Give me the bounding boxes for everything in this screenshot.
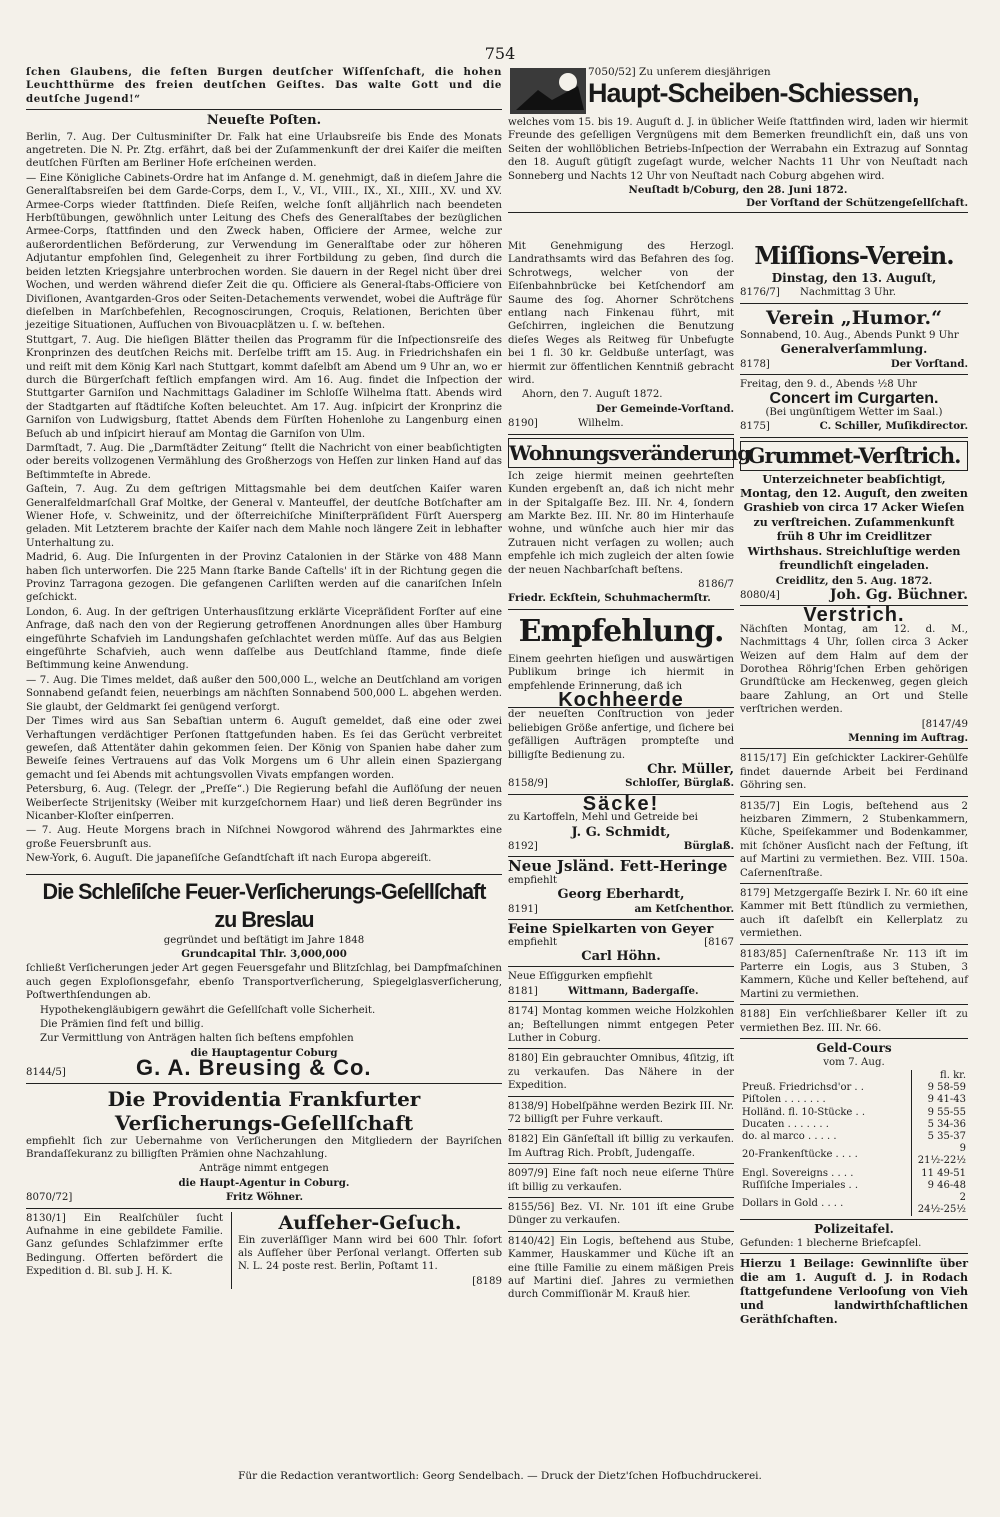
ad-verstrich (740, 604, 968, 745)
ad-thuere: 8097/9] Eine faſt noch neue eiſerne Thüre iſt billig zu verkaufen. (508, 1168, 734, 1193)
ad-number: 8178] (740, 358, 770, 370)
ad-text: Hypothekengläubigern gewährt die Geſellſchaft volle Sicherheit. (40, 1004, 376, 1016)
table-row (740, 1192, 968, 1216)
news-times: Der Times wird aus San Sebaſtian unterm 6. Auguſt gemeldet, daß eine oder zwei Verhaftungen verdächtiger Perſonen ſtattgefunden haben. Es ſei das Gerücht verbreitet geweſen, daß Attentäter dahin gekommen ſeien. Der König von Spanien habe daher zum Beweiſe ſeines Vertrauens auf das Volk Morgens um 6 Uhr allein einen Spaziergang gemacht und ſei Abends mit achtungsvollen Vivats empfangen worden. (26, 716, 502, 781)
ad-title: Wohnungsveränderung (508, 438, 734, 468)
news-gastein: Gaſtein, 7. Aug. Zu dem geſtrigen Mittagsmahle bei dem deutſchen Kaiſer waren Generalfeldmarſchall Graf Moltke, der General v. Manteuffel, der deutſche Botſchafter am Wiener Hofe, v. Schweinitz, und der öſterreichiſche Miniſterpräſident Fürſt Auersperg geladen. Mit Letzterem brachte der Kaiſer nach dem Mahle noch längere Zeit in lebhafter Unterhaltung zu. (26, 484, 502, 549)
ad-providentia (26, 1087, 502, 1205)
ad-kammer: 8179] Metzgergaſſe Bezirk I. Nr. 60 iſt eine Kammer mit Bett ſtündlich zu vermiethen, auch iſt daſelbſt ein Kellerplatz zu vermiethen. (740, 888, 968, 940)
rate-value: 9 58-59 (912, 1082, 969, 1094)
table-row (740, 1180, 968, 1192)
ad-name: Chr. Müller, (647, 762, 734, 777)
ad-duenger: 8155/56] Bez. VI. Nr. 101 iſt eine Grube Dünger zu verkaufen. (508, 1201, 734, 1227)
news-newyork: New-York, 6. Auguſt. Die japaneſiſche Geſandtſchaft iſt nach Europa abgereiſt. (26, 853, 432, 865)
ad-number: 8186/7 (698, 578, 734, 590)
divider (508, 919, 734, 920)
unit-label: fl. (940, 1069, 950, 1081)
ad-text: Zur Vermittlung von Anträgen halten ſich beſtens empfohlen (40, 1033, 354, 1045)
ad-firm: G. A. Breusing & Co. (136, 1055, 372, 1081)
ad-number: 8191] (508, 903, 538, 915)
ad-line: Schloſſer, Bürglaß. (625, 777, 734, 790)
ad-line: Anträge nimmt entgegen (199, 1163, 329, 1175)
right-column (740, 240, 968, 1328)
table-row (740, 1094, 968, 1106)
ad-line: die Hauptagentur Coburg (190, 1046, 338, 1059)
divider (508, 1048, 734, 1049)
divider (508, 434, 734, 435)
table-row (740, 1143, 968, 1167)
ad-gaensestall: 8182] Ein Gänſeſtall iſt billig zu verkaufen. Im Auftrag Rich. Probſt, Judengaſſe. (508, 1134, 734, 1159)
divider (740, 1038, 968, 1039)
ad-signature: Der Vorſtand. (890, 357, 968, 370)
police-title: Polizeitafel. (814, 1222, 894, 1237)
ad-line: Wilhelm. (578, 418, 624, 430)
rate-name: 20-Frankenſtücke . . . . (742, 1149, 858, 1161)
ad-number: [8167 (704, 937, 734, 949)
ad-lackirer: 8115/17] Ein geſchickter Lackirer-Gehülfe findet dauernde Arbeit bei Ferdinand Göhring sen. (740, 753, 968, 792)
news-petersburg: Petersburg, 6. Aug. (Telegr. der „Preſſe“.) Die Regierung befahl die Auflöſung der neuen Weiberſecte Strijenitsky (Weiber mit kurzgeſchornem Haar) und ließ deren Begründer ins Nicanber-Kloſter einſperren. (26, 784, 502, 822)
ad-text: Unterzeichneter beabſichtigt, Montag, den 12. Auguſt, den zweiten Grashieb von circa 17 Acker Wieſen zu verſtreichen. Zuſammenkunft früh 8 Uhr im Creidlitzer Wirthshaus. Streichluſtige werden freundlichſt eingeladen. (740, 472, 968, 573)
ad-empfehlung (508, 613, 734, 791)
divider (740, 796, 968, 797)
ad-title: Aufſeher-Geſuch. (278, 1211, 462, 1234)
shooting-illustration-icon (508, 66, 588, 116)
section-heading: Neueſte Poſten. (206, 113, 322, 129)
divider (508, 1001, 734, 1002)
ad-text: Mit Genehmigung des Herzogl. Landrathsamts wird das Befahren des ſog. Schrotwegs, welcher von der Eiſenbahnbrücke bei Ketſchendorf am Saume des ſog. Ahorner Schrötchens entlang nach Finkenau führt, mit Geſchirren, ingleichen die Benutzung dieſes Weges als Reitweg für Unbefugte bei 1 fl. 30 kr. Geldbuße unterſagt, was hiermit zur öffentlichen Kenntniß gebracht wird. (508, 241, 734, 387)
unit-label: kr. (953, 1069, 966, 1081)
ad-number: [8147/49 (921, 718, 968, 730)
ad-date: Creidlitz, den 5. Aug. 1872. (775, 574, 933, 587)
ad-realschueler: 8130/1] Ein Realſchüler ſucht Aufnahme in eine gebildete Familie. Ganz geſundes Schlafzimmer erſte Bedingung. Offerten befördert die Expedition d. Bl. sub J. H. K. (26, 1212, 224, 1278)
table-row (740, 1131, 968, 1143)
rates-date: vom 7. Aug. (823, 1056, 885, 1068)
ad-holzkohlen: 8174] Montag kommen weiche Holzkohlen an; Beſtellungen nimmt entgegen Peter Luther in Coburg. (508, 1006, 734, 1044)
ad-title: Die Providentia Frankfurter Verſicherungs-Geſellſchaft (107, 1086, 421, 1135)
ad-hobelspaehne: 8138/9] Hobelſpähne werden Bezirk III. Nr. 72 billigſt per Fuhre verkauft. (508, 1100, 734, 1125)
news-petersburg-2: — 7. Aug. Heute Morgens brach in Niſchnei Nowgorod während des Jahrmarktes eine große Feuersbrunſt aus. (26, 825, 502, 850)
table-row (740, 1119, 968, 1131)
ad-number: 8190] (508, 418, 538, 430)
rate-value: 9 55-55 (912, 1107, 969, 1119)
ad-text: Ich zeige hiermit meinen geehrteſten Kunden ergebenſt an, daß ich nicht mehr in der Spitalgaſſe Bez. III. Nr. 4, ſondern am Markte Bez. III. Nr. 80 im Hinterhauſe wohne, und wünſche auch hier mir das Zutrauen nicht verſagen zu wollen; auch empfehle ich mich zugleich der alten ſowie der neuen Nachbarſchaft beſtens. (508, 470, 734, 576)
ad-date: Neuſtadt b/Coburg, den 28. Juni 1872. (628, 184, 848, 197)
rate-name: Engl. Sovereigns . . . . (742, 1167, 854, 1179)
divider (508, 1129, 734, 1130)
rate-value: 11 49-51 (912, 1168, 969, 1180)
ad-line: 7050/52] Zu unſerem diesjährigen (588, 66, 771, 78)
ad-line: Bürglaß. (683, 840, 734, 853)
ad-line: empfiehlt (508, 937, 557, 949)
rate-name: do. al marco . . . . . (742, 1130, 837, 1142)
ad-aufseher (231, 1212, 502, 1290)
table-row (740, 1168, 968, 1180)
ad-number: 8158/9] (508, 778, 548, 790)
ad-text: der neueſten Conſtruction von jeder beliebigen Größe anfertige, und ſichere bei gefälligen Aufträgen prompteſte und billigſte Bedienung zu. (508, 709, 734, 761)
ad-title: Verstrich. (803, 604, 905, 627)
divider (740, 374, 968, 375)
ad-signature: Friedr. Eckſtein, Schuhmachermſtr. (508, 592, 711, 605)
ad-signature: Der Vorſtand der Schützengeſellſchaft. (746, 197, 968, 210)
ad-title: Kochheerde (558, 688, 684, 711)
ad-line: Nachmittag 3 Uhr. (800, 287, 897, 299)
ad-line: (Bei ungünſtigem Wetter im Saal.) (765, 406, 943, 418)
rate-value: 5 34-36 (912, 1119, 969, 1131)
ad-heringe (508, 857, 734, 916)
ad-line: Grundcapital Thlr. 3,000,000 (181, 947, 347, 960)
ad-logis: 8183/85] Caſernenſtraße Nr. 113 iſt im Parterre ein Logis, aus 3 Stuben, 3 Kammern, Küche und Keller beſtehend, auf Martini zu vermiethen. (740, 948, 968, 1000)
rate-value: 9 46-48 (912, 1180, 969, 1192)
page-number: 754 (484, 44, 516, 63)
divider (740, 1253, 968, 1254)
ad-number: [8189 (472, 1275, 502, 1287)
divider (740, 1004, 968, 1005)
divider (740, 748, 968, 749)
ad-text: welches vom 15. bis 19. Auguſt d. J. in üblicher Weiſe ſtattfinden wird, laden wir hiermit Freunde des geſelligen Vergnügens mit dem Bemerken freundlichſt ein, daß uns von Seiten der wohllöblichen Betriebs-Inſpection der Werrabahn ein Extrazug auf Sonntag den 18. Auguſt gütigſt zugeſagt wurde, welcher Nachts 11 Uhr von Neuſtadt nach Sonneberg und Nachts 12 Uhr von Neuſtadt nach Coburg abgehen wird. (508, 117, 968, 182)
ad-signature: C. Schiller, Muſikdirector. (819, 420, 968, 433)
left-column (26, 66, 502, 1289)
article-intro: ſchen Glaubens, die feſten Burgen deutſcher Wiſſenſchaft, die hohen Leuchtthürme des freien deutſchen Geiſtes. Das walte Gott und die deutſche Jugend!“ (26, 66, 502, 105)
ad-line: Fritz Wöhner. (226, 1191, 304, 1204)
ad-number: 8192] (508, 841, 538, 853)
rate-name: Piſtolen . . . . . . . (742, 1094, 826, 1106)
table-row (740, 1107, 968, 1119)
ad-omnibus: 8180] Ein gebrauchter Omnibus, 4ſitzig, iſt zu verkaufen. Das Nähere in der Expedition. (508, 1053, 734, 1092)
ad-missions-verein (740, 242, 968, 300)
ad-text: Nächſten Montag, am 12. d. M., Nachmittags 4 Uhr, ſollen circa 3 Acker Weizen auf dem Halm auf dem der Dorothea Röhrig'ſchen Erben gehörigen Grundſtücke am Heckenweg, gegen gleich baare Zahlung, an Ort und Stelle verſtrichen werden. (740, 623, 968, 716)
ad-text: Die Prämien ſind feſt und billig. (40, 1019, 204, 1030)
ad-title: Empfehlung. (518, 613, 724, 649)
ad-number: 8144/5] (26, 1067, 66, 1079)
ad-verein-humor (740, 307, 968, 371)
supplement-note: Hierzu 1 Beilage: Gewinnliſte über die am 1. Auguſt d. J. in Rodach ſtattgefundene Verlooſung von Vieh und landwirthſchaftlichen Geräthſchaften. (740, 1257, 968, 1327)
ad-spielkarten (508, 923, 734, 963)
ad-line: am Ketſchenthor. (634, 902, 734, 915)
divider (26, 109, 502, 110)
ad-keller: 8188] Ein verſchließbarer Keller iſt zu vermiethen Bez. III. Nr. 66. (740, 1009, 968, 1034)
ad-number: 8070/72] (26, 1192, 73, 1204)
rates-title: Geld-Cours (816, 1041, 892, 1056)
ad-text: Ein zuverläſſiger Mann wird bei 600 Thlr. ſofort als Aufſeher über Perſonal verlangt. Offerten sub N. L. 24 poste rest. Berlin, Poſtamt 11. (238, 1234, 502, 1273)
ad-text: empfiehlt ſich zur Uebernahme von Verſicherungen den Mitgliedern der Bayriſchen Brandaſſekuranz zu billigſten Prämien ohne Nachzahlung. (26, 1135, 502, 1161)
ad-number: 8080/4] (740, 589, 780, 601)
ad-grummet (740, 441, 968, 603)
ad-haupt-scheiben (508, 66, 968, 216)
ad-line: die Haupt-Agentur in Coburg. (178, 1176, 350, 1189)
ad-name: Carl Höhn. (581, 948, 661, 964)
rate-value: 5 35-37 (912, 1131, 969, 1143)
ad-name: J. G. Schmidt, (571, 824, 671, 840)
table-header (740, 1070, 968, 1082)
ad-concert (740, 378, 968, 434)
ad-title: Die Schleſiſche Feuer-Verſicherungs-Geſellſchaft zu Breslau (42, 878, 486, 932)
ad-title: Concert im Curgarten. (769, 390, 939, 408)
ad-number: 8175] (740, 421, 770, 433)
news-darmstadt: Darmſtadt, 7. Aug. Die „Darmſtädter Zeitung“ ſtellt die Nachricht von einer beabſichtigten oder bereits vollzogenen Vermählung des Großherzogs von Heſſen zur linken Hand auf das Beſtimmteſte in Abrede. (26, 442, 502, 481)
divider (26, 1208, 502, 1209)
ad-wohnung (508, 438, 751, 606)
ad-logis: 8135/7] Ein Logis, beſtehend aus 2 heizbaren Zimmern, 2 Stubenkammern, Küche, Speiſekammer und Bodenkammer, mit ſchöner Ausſicht nach der Feſtung, iſt auf Martini zu vermiethen. Bez. VIII. 150a. Caſernenſtraße. (740, 800, 968, 879)
ad-signature: Der Gemeinde-Vorſtand. (596, 402, 734, 415)
news-london: London, 6. Aug. In der geſtrigen Unterhausſitzung erklärte Vicepräſident Forſter auf eine Anfrage, daß nach den von der Regierung getroffenen Anordnungen alles über Hamburg eingeführte Schafvieh im Landungshafen geſchlachtet werden müſſe. Auf das aus Belgien eingeführte Schafvieh, auch wenn daſſelbe aus Deutſchland ſtamme, finde dieſe Beſtimmung keine Anwendung. (26, 606, 502, 672)
ad-title: Grummet-Verſtrich. (740, 441, 968, 471)
divider (26, 874, 502, 875)
ad-gemeinde (508, 240, 734, 431)
divider (508, 609, 734, 610)
ad-name: Georg Eberhardt, (557, 887, 685, 903)
small-ads-row (26, 1212, 502, 1290)
news-madrid: Madrid, 6. Aug. Die Inſurgenten in der Provinz Catalonien in der Stärke von 488 Mann haben ſich unterworfen. Die 225 Mann ſtarke Bande Caſtells' iſt in der Richtung gegen die Provinz Tarragona gezogen. Die gefangenen Carliſten werden auf die canariſchen Inſeln geſchickt. (26, 552, 502, 604)
ad-title: Haupt-Scheiben-Schiessen, (588, 78, 919, 108)
ad-signature: Joh. Gg. Büchner. (829, 586, 968, 603)
divider (508, 1197, 734, 1198)
rate-value: 9 41-43 (912, 1094, 969, 1106)
news-london-2: — 7. Aug. Die Times meldet, daß außer den 500,000 L., welche an Deutſchland am vorigen Sonnabend geſandt feien, neuerbings am nächſten Sonnabend 500,000 L. abgehen werden. Sie glaubt, der Geldmarkt ſei genügend verſorgt. (26, 674, 502, 713)
divider (508, 1096, 734, 1097)
ad-saecke (508, 792, 734, 854)
news-stuttgart: Stuttgart, 7. Aug. Die hieſigen Blätter theilen das Programm für die Inſpectionsreiſe des Kronprinzen des deutſchen Reichs mit. Derſelbe trifft am 15. Aug. in Friedrichshafen ein und reiſt mit dem König Karl nach Stuttgart, kommt daſelbſt am Abend um 9 Uhr an, wo er durch die Bürgerſchaft feſtlich empfangen wird. Am 16. Aug. findet die Inſpection der Stuttgarter Garniſon und Nachmittags Galadiner im Schloſſe Wilhelma ſtatt. Abends wird der Stadtgarten auf ſtädtiſche Koſten beleuchtet. Am 17. Aug. inſpicirt der Kronprinz die Garniſon von Ludwigsburg, ſtattet Abends dem Fürſten Hohenlohe zu Langenburg einen Beſuch ab und inſpicirt hierauf am Montag die Garniſon von Ulm. (26, 334, 502, 440)
ad-name: Wittmann, Badergaſſe. (568, 984, 699, 997)
ad-essig: Neue Eſſiggurken empfiehlt (508, 971, 653, 983)
rate-name: Dollars in Gold . . . . (742, 1198, 844, 1210)
ad-title: Feine Spielkarten von Geyer (508, 922, 714, 938)
money-rates (740, 1042, 968, 1216)
rate-value: 2 24½-25½ (912, 1192, 969, 1216)
divider (508, 212, 968, 213)
divider (508, 1163, 734, 1164)
ad-title: Säcke! (582, 792, 660, 815)
police-text: Gefunden: 1 blecherne Briefcapſel. (740, 1237, 922, 1249)
ad-logis: 8140/42] Ein Logis, beſtehend aus Stube, Kammer, Hauskammer und Küche iſt an eine ſtille Familie zu einem mäßigen Preis auf Martini dieſ. Jahres zu vermiethen durch Commiſſionär M. Krauß hier. (508, 1235, 734, 1301)
ad-date: Sonnabend, 10. Aug., Abends Punkt 9 Uhr (740, 329, 959, 341)
news-berlin-2: — Eine Königliche Cabinets-Ordre hat im Anfange d. M. genehmigt, daß in dieſem Jahre die Generalſtabsreiſen bei dem Garde-Corps, dem I., V., VI., VIII., IX., XI., XIII., XV. und XV. Armee-Corps wieder ſtattfinden. Dieſe Reiſen, welche ſonſt alljährlich nach beendeten Herbſtübungen, gewöhnlich unter Leitung des Chefs des Generalſtabes der bezüglichen Armee-Corps, ſtattfinden und den Zweck haben, Officiere der Armee, welche zur außerordentlichen Beförderung, zur Verwendung im Generalſtabe oder zur höheren Adjutantur empfohlen ſind, Gelegenheit zu ihrer Fortbildung zu geben, ſind durch die beiden letzten Kriegsjahre unterbrochen worden. Sie dauern in der Regel nicht über drei Wochen, und werden während dieſer Zeit die qu. Officiere als General-ſtabs-Officiere von Diviſionen, Avantgarden-Gros oder Seiten-Detachements verwendet, wobei die Aufträge für dieſelben in Marſchbefehlen, Recognoscirungen, Croquis, Relationen, Berichten über jezeitige Situationen, Aufſuchen von Bivouacplätzen u. ſ. w. beſtehen. (26, 172, 502, 332)
ad-text: ſchließt Verſicherungen jeder Art gegen Feuersgefahr und Blitzſchlag, bei Dampfmaſchinen auch gegen Exploſionsgefahr, ebenſo Transportverſicherung, Spiegelglasverſicherung, Poſtwerthſendungen ab. (26, 963, 502, 1002)
ad-number: 8181] (508, 985, 538, 997)
footer-imprint: Für die Redaction verantwortlich: Georg Sendelbach. — Druck der Dietz'ſchen Hofbuchdruckerei. (238, 1470, 762, 1482)
ad-text: Einem geehrten hieſigen und auswärtigen Publikum bringe ich hiermit in empfehlende Erinnerung, daß ich (508, 653, 734, 692)
rate-value: 9 21½-22½ (912, 1143, 969, 1167)
ad-line: gegründet und beſtätigt im Jahre 1848 (163, 934, 365, 946)
middle-column (508, 240, 751, 1303)
ad-title: Verein „Humor.“ (765, 306, 943, 329)
divider (508, 966, 734, 967)
ad-date: Freitag, den 9. d., Abends ½8 Uhr (740, 379, 918, 391)
divider (740, 303, 968, 304)
ad-title: Miſſions-Verein. (754, 241, 954, 270)
divider (508, 1231, 734, 1232)
ad-text: zu Kartoffeln, Mehl und Getreide bei (508, 812, 698, 824)
ad-signature: Menning im Auftrag. (848, 731, 968, 744)
rate-name: Holländ. fl. 10-Stücke . . (742, 1106, 866, 1118)
table-row (740, 1082, 968, 1094)
rate-name: Preuß. Friedrichsd'or . . (742, 1082, 864, 1094)
divider (740, 944, 968, 945)
divider (740, 1219, 968, 1220)
ad-date: Dinstag, den 13. Auguſt, (771, 271, 937, 285)
rates-table (740, 1070, 968, 1216)
ad-number: 8176/7] (740, 287, 780, 299)
divider (740, 883, 968, 884)
ad-line: Generalverſammlung. (780, 342, 928, 357)
news-berlin: Berlin, 7. Aug. Der Cultusminiſter Dr. Falk hat eine Urlaubsreiſe bis Ende des Monats angetreten. Die N. Pr. Ztg. erfährt, daß bei der Zuſammenkunft der drei Kaiſer die meiſten deutſchen Fürſten am Berliner Hofe erſcheinen werden. (26, 131, 502, 170)
divider (740, 437, 968, 438)
ad-title: Neue Jsländ. Fett-Heringe (508, 857, 728, 876)
ad-schlesische (26, 878, 502, 1080)
divider (26, 1083, 502, 1084)
ad-line: empfiehlt (508, 874, 557, 886)
rate-name: Ducaten . . . . . . . (742, 1118, 829, 1130)
ad-date: Ahorn, den 7. Auguſt 1872. (522, 389, 663, 401)
rate-name: Ruſſiſche Imperiales . . (742, 1179, 859, 1191)
